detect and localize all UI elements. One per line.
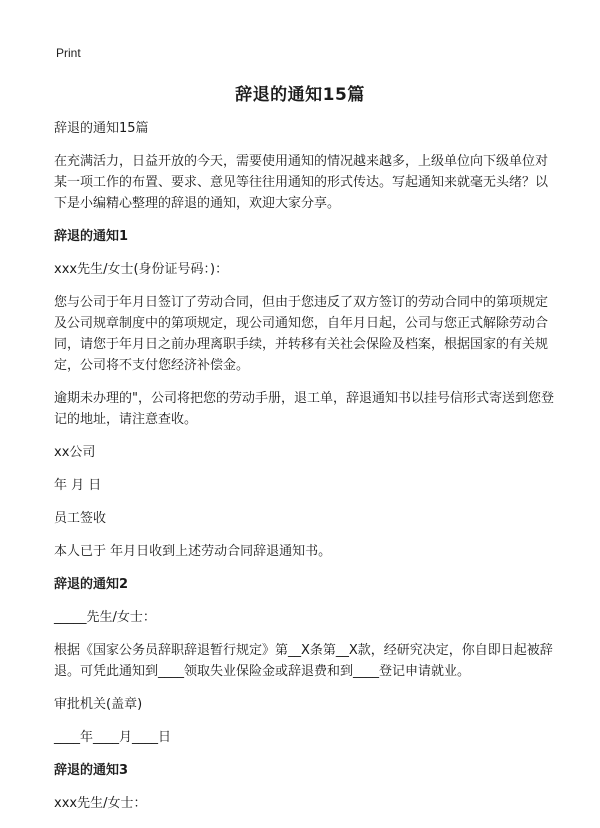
section-heading-3: 辞退的通知3 bbox=[54, 763, 129, 778]
notice1-employee-sign: 员工签收 bbox=[54, 511, 107, 526]
notice2-date: ____年____月____日 bbox=[54, 730, 172, 745]
notice3-addressee: xxx先生/女士： bbox=[54, 796, 147, 811]
intro-paragraph: 在充满活力，日益开放的今天，需要使用通知的情况越来越多，上级单位向下级单位对某一项工作的布置、要求、意见等往往用通知的形式传达。写起通知来就毫无头绪？以下是小编精心整理的辞退的通知，欢迎大家分享。 bbox=[54, 154, 549, 211]
document-subtitle: 辞退的通知15篇 bbox=[54, 121, 149, 136]
notice2-addressee: _____先生/女士： bbox=[54, 610, 156, 625]
notice1-body: 您与公司于年月日签订了劳动合同，但由于您违反了双方签订的劳动合同中的第项规定及公司规章制度中的第项规定，现公司通知您，自年月日起，公司与您正式解除劳动合同，请您于年月日之前办理离职手续，并转移有关社会保险及档案，根据国家的有关规定，公司将不支付您经济补偿金。 bbox=[54, 295, 549, 373]
notice1-addressee: xxx先生/女士(身份证号码：)： bbox=[54, 262, 229, 277]
notice2-authority: 审批机关(盖章) bbox=[54, 697, 143, 712]
notice1-company: xx公司 bbox=[54, 445, 96, 460]
notice1-overdue: 逾期未办理的"，公司将把您的劳动手册，退工单，辞退通知书以挂号信形式寄送到您登记的地址，请注意查收。 bbox=[54, 391, 554, 427]
page-title: 辞退的通知15篇 bbox=[235, 85, 365, 105]
section-heading-1: 辞退的通知1 bbox=[54, 229, 129, 244]
section-heading-2: 辞退的通知2 bbox=[54, 577, 129, 592]
notice2-body: 根据《国家公务员辞职辞退暂行规定》第__X条第__X款，经研究决定，你自即日起被辞退。可凭此通知到____领取失业保险金或辞退费和到____登记申请就业。 bbox=[54, 643, 553, 679]
document-body bbox=[54, 118, 554, 826]
notice1-date: 年 月 日 bbox=[54, 478, 102, 493]
print-link[interactable]: Print bbox=[56, 46, 81, 60]
notice1-receipt: 本人已于 年月日收到上述劳动合同辞退通知书。 bbox=[54, 544, 332, 559]
